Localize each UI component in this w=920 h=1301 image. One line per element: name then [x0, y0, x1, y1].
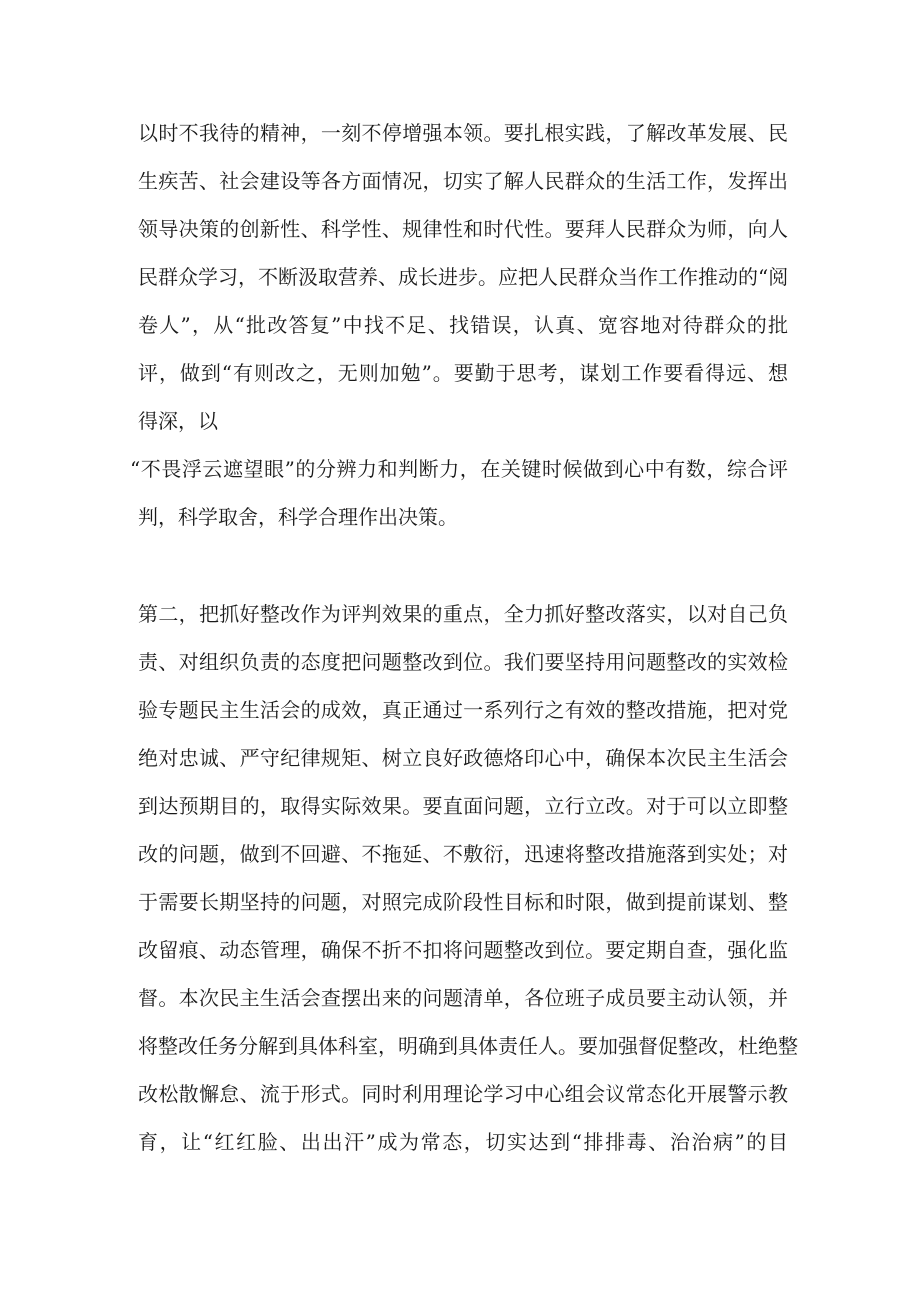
paragraph-2-line-5: 到达预期目的，取得实际效果。要直面问题，立行立改。对于可以立即整 [138, 794, 788, 818]
paragraph-2-line-6: 改的问题，做到不回避、不拖延、不敷衍，迅速将整改措施落到实处；对 [138, 842, 788, 866]
paragraph-1-line-1: 以时不我待的精神，一刻不停增强本领。要扎根实践，了解改革发展、民 [138, 121, 788, 145]
paragraph-1-line-7: 得深，以 [138, 409, 218, 433]
paragraph-1-line-9: 判，科学取舍，科学合理作出决策。 [138, 505, 458, 529]
paragraph-2-line-7: 于需要长期坚持的问题，对照完成阶段性目标和时限，做到提前谋划、整 [138, 890, 788, 914]
paragraph-2-line-12: 育，让“红红脸、出出汗”成为常态，切实达到“排排毒、治治病”的目 [138, 1130, 788, 1154]
paragraph-1-line-4: 民群众学习，不断汲取营养、成长进步。应把人民群众当作工作推动的“阅 [138, 265, 789, 289]
paragraph-1-line-6: 评，做到“有则改之，无则加勉”。要勤于思考，谋划工作要看得远、想 [138, 361, 788, 385]
paragraph-2-line-1: 第二，把抓好整改作为评判效果的重点，全力抓好整改落实，以对自己负 [138, 602, 788, 626]
paragraph-1-line-2: 生疾苦、社会建设等各方面情况，切实了解人民群众的生活工作，发挥出 [138, 169, 788, 193]
paragraph-1-line-8: “不畏浮云遮望眼”的分辨力和判断力，在关键时候做到心中有数，综合评 [130, 457, 788, 481]
paragraph-2-line-3: 验专题民主生活会的成效，真正通过一系列行之有效的整改措施，把对党 [138, 698, 788, 722]
paragraph-2-line-11: 改松散懈怠、流于形式。同时利用理论学习中心组会议常态化开展警示教 [138, 1082, 788, 1106]
paragraph-1-line-5: 卷人”，从“批改答复”中找不足、找错误，认真、宽容地对待群众的批 [138, 313, 788, 337]
paragraph-2-line-2: 责、对组织负责的态度把问题整改到位。我们要坚持用问题整改的实效检 [138, 650, 788, 674]
paragraph-2-line-10: 将整改任务分解到具体科室，明确到具体责任人。要加强督促整改，杜绝整 [138, 1034, 798, 1058]
paragraph-2-line-9: 督。本次民主生活会查摆出来的问题清单，各位班子成员要主动认领，并 [138, 986, 788, 1010]
paragraph-1-line-3: 领导决策的创新性、科学性、规律性和时代性。要拜人民群众为师，向人 [138, 217, 788, 241]
paragraph-2-line-4: 绝对忠诚、严守纪律规矩、树立良好政德烙印心中，确保本次民主生活会 [138, 746, 788, 770]
paragraph-2-line-8: 改留痕、动态管理，确保不折不扣将问题整改到位。要定期自查，强化监 [138, 938, 788, 962]
